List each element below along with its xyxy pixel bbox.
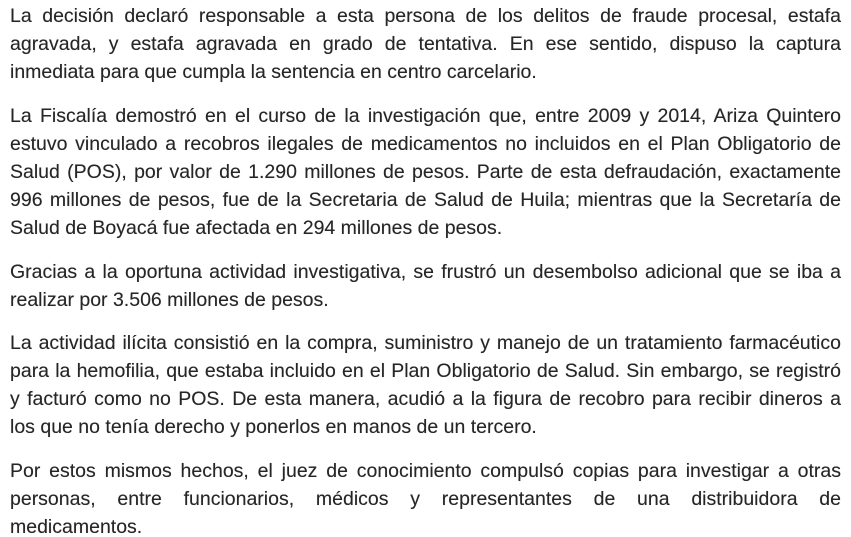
paragraph-sentencia [10,2,841,87]
text-line: La Fiscalía demostró en el curso de la investigación que, entre 2009 y 2014, Ariza Quintero [10,104,841,127]
text-line: para la hemofilia, que estaba incluido en el Plan Obligatorio de Salud. Sin embargo, se registró [10,360,841,383]
text-line: personas, entre funcionarios, médicos y representantes de una distribuidora de [10,487,841,510]
text-line: realizar por 3.506 millones de pesos. [10,288,329,311]
text-line: La decisión declaró responsable a esta persona de los delitos de fraude procesal, estafa [10,5,841,27]
text-line: inmediata para que cumpla la sentencia en centro carcelario. [10,61,537,84]
text-line: Gracias a la oportuna actividad investigativa, se frustró un desembolso adicional que se iba a [10,260,841,283]
text-line: Salud de Boyacá fue afectada en 294 millones de pesos. [10,217,503,240]
paragraph-desembolso-frustrado [10,258,841,314]
text-line: Por estos mismos hechos, el juez de conocimiento compulsó copias para investigar a otras [10,459,841,482]
text-line: los que no tenía derecho y ponerlos en manos de un tercero. [10,416,537,439]
paragraph-compulsa-copias [10,457,841,537]
text-line: agravada, y estafa agravada en grado de tentativa. En ese sentido, dispuso la captura [10,33,841,56]
text-line: y facturó como no POS. De esta manera, acudió a la figura de recobro para recibir dineros a [10,388,841,411]
text-line: La actividad ilícita consistió en la compra, suministro y manejo de un tratamiento farmacéutico [10,331,841,354]
text-line: Salud (POS), por valor de 1.290 millones de pesos. Parte de esta defraudación, exactamente [10,160,841,183]
text-line: medicamentos. [10,516,143,537]
text-line: estuvo vinculado a recobros ilegales de medicamentos no incluidos en el Plan Obligatorio de [10,132,841,155]
paragraph-fiscalia-investigacion [10,102,841,243]
paragraph-actividad-ilicita [10,329,841,442]
text-line: 996 millones de pesos, fue de la Secretaria de Salud de Huila; mientras que la Secretaría de [10,189,841,212]
